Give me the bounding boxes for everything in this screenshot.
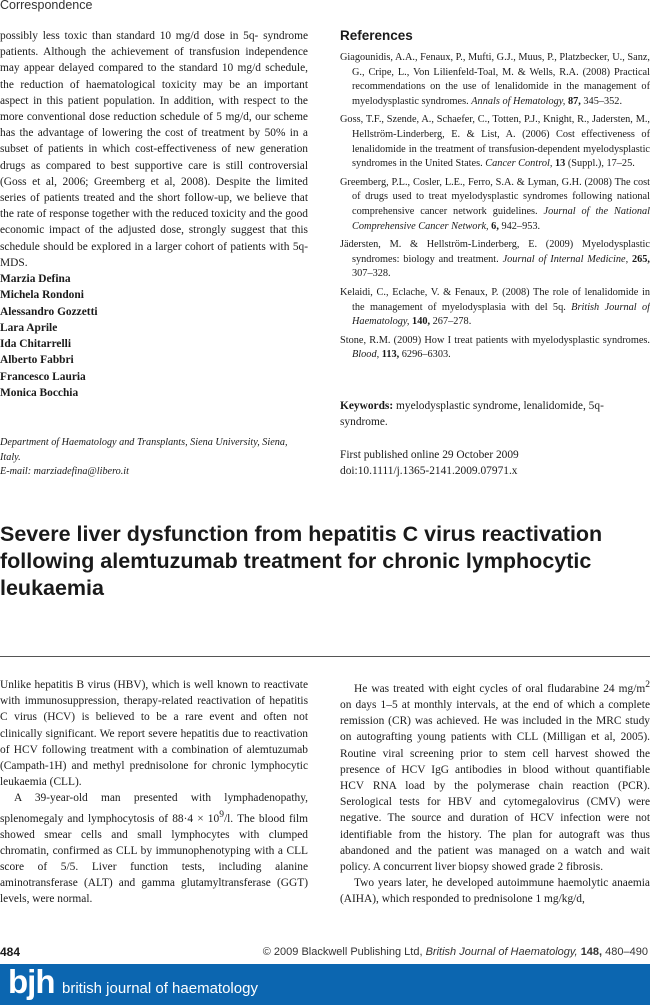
article-title: Severe liver dysfunction from hepatitis C virus reactivation following alemtuzumab treatment for chronic lymphocytic leukaemia [0, 522, 603, 600]
published-online: First published online 29 October 2009 [340, 449, 519, 461]
letter-body-text: possibly less toxic than standard 10 mg/d dose in 5q- syndrome patients. Although the achievement of transfusion independence may appear delayed compared to the standard 10 mg/d schedule, the reduction of haematological toxicity may be an important aspect in this patient population. In addition, with respect to the more conventional dose reduction schedule of 5 mg/d, our scheme has the advantage of lowering the cost of treatment by 50% in a subset of patients in which cost-effectiveness of new generation drugs as compared to best supportive care is still controversial (Goss et al, 2006; Greemberg et al, 2008). Despite the limited series of patients treated and the short follow-up, we believe that the rate of response together with the reduced toxicity and the good economic impact of the adjusted dose, strongly suggest that this schedule should be explored in a larger cohort of patients with 5q- MDS. [0, 30, 308, 269]
reference-item: Jädersten, M. & Hellström-Linderberg, E. (2009) Myelodysplastic syndromes: biology and treatment. Journal of Internal Medicine, 265, 307–328. [340, 239, 650, 280]
keywords-text: myelodysplastic syndrome, lenalidomide, 5q- syndrome. [340, 400, 604, 429]
section-label: Correspondence [0, 0, 93, 12]
author-email[interactable]: E-mail: marziadefina@libero.it [0, 466, 129, 477]
reference-item: Giagounidis, A.A., Fenaux, P., Mufti, G.J., Muus, P., Platzbecker, U., Sanz, G., Cripe, L., Von Lilienfeld-Toal, M. & Wells, R.A. (2008) Practical recommendations on the use of lenalidomide in the management of myelodysplastic syndromes. Annals of Hematology, 87, 345–352. [340, 52, 650, 107]
reference-item: Stone, R.M. (2009) How I treat patients with myelodysplastic syndromes. Blood, 113, 6296–6303. [340, 334, 650, 361]
author-name: Marzia Defina [0, 273, 71, 285]
author-name: Ida Chitarrelli [0, 338, 71, 351]
article-paragraph: Unlike hepatitis B virus (HBV), which is well known to reactivate with immunosuppression, therapy-related reactivation of hepatitis C virus (HCV) is believed to be a rare event and often not clinically significant. We report severe hepatitis due to reactivation of HCV following treatment with a combination of alemtuzumab (Campath-1H) and methyl prednisolone for chronic lymphocytic leukaemia (CLL). [0, 679, 308, 789]
article-paragraph: Two years later, he developed autoimmune haemolytic anaemia (AIHA), which responded to prednisolone 1 mg/kg/d, [340, 877, 650, 906]
author-name: Alberto Fabbri [0, 354, 74, 367]
footer-citation: © 2009 Blackwell Publishing Ltd, British Journal of Haematology, 148, 480–490 [262, 946, 648, 958]
author-name: Francesco Lauria [0, 370, 86, 383]
keywords-label: Keywords: [340, 400, 394, 412]
affiliation: Department of Haematology and Transplants, Siena University, Siena, Italy. [0, 437, 288, 463]
reference-item: Kelaidi, C., Eclache, V. & Fenaux, P. (2008) The role of lenalidomide in the management of myelodysplasia with del 5q. British Journal of Haematology, 140, 267–278. [340, 286, 650, 328]
article-right-column [340, 677, 650, 908]
reference-item: Greemberg, P.L., Cosler, L.E., Ferro, S.A. & Lyman, G.H. (2008) The cost of drugs used to treat myelodysplastic syndromes following national comprehensive cancer network guidelines. Journal of the National Comprehensive Cancer Network, 6, 942–953. [340, 176, 650, 232]
publication-info [340, 447, 650, 479]
page-number: 484 [0, 945, 21, 959]
author-name: Lara Aprile [0, 321, 58, 334]
references-section [340, 28, 650, 367]
author-name: Michela Rondoni [0, 289, 84, 302]
journal-logo: bjh [8, 963, 55, 1000]
author-list [0, 271, 98, 401]
section-divider [0, 656, 650, 657]
author-name: Alessandro Gozzetti [0, 305, 98, 318]
author-name: Monica Bocchia [0, 387, 79, 400]
journal-name: british journal of haematology [62, 980, 258, 997]
reference-item: Goss, T.F., Szende, A., Schaefer, C., Totten, P.J., Knight, R., Jadersten, M., Hellström-Linderberg, E. & List, A. (2006) Cost effectiveness of lenalidomide in the treatment of transfusion-dependent myelodysplastic syndromes in the United States. Cancer Control, 13 (Suppl.), 17–25. [340, 114, 650, 170]
article-paragraph: A 39-year-old man presented with lymphadenopathy, splenomegaly and lymphocytosis of $88\cdot 4 \times 10^9/l$. The blood film showed smear cells and small lymphocytes with clumped chromatin, confirmed as CLL by immunophenotyping with a CLL score of 5/5. Liver function tests, including alanine aminotransferase (ALT) and gamma glutamyltransferase (GGT) levels, were normal. [0, 792, 308, 906]
doi-link[interactable]: doi:10.1111/j.1365-2141.2009.07971.x [340, 465, 518, 478]
affiliation-block [0, 436, 310, 480]
references-list [340, 51, 650, 363]
references-heading: References [340, 28, 413, 43]
article-paragraph: He was treated with eight cycles of oral fludarabine 24 $mg/m^2$ on days 1–5 at monthly intervals, at the end of which a complete remission (CR) was achieved. He was included in the MRC study on autografting young patients with CLL (Milligan et al, 2005). Routine viral screening prior to stem cell harvest showed the presence of HCV IgG antibodies in blood without quantifiable HCV RNA load by the polymerase chain reaction (PCR). Serological tests for HBV and cytomegalovirus (CMV) were negative. The source and duration of HCV infection were not identifiable from the history. The plan for autograft was thus abandoned and the patient was managed on a watch and wait policy. A concurrent liver biopsy showed grade 2 fibrosis. [340, 680, 650, 874]
keywords [340, 398, 650, 430]
article-left-column [0, 677, 308, 908]
